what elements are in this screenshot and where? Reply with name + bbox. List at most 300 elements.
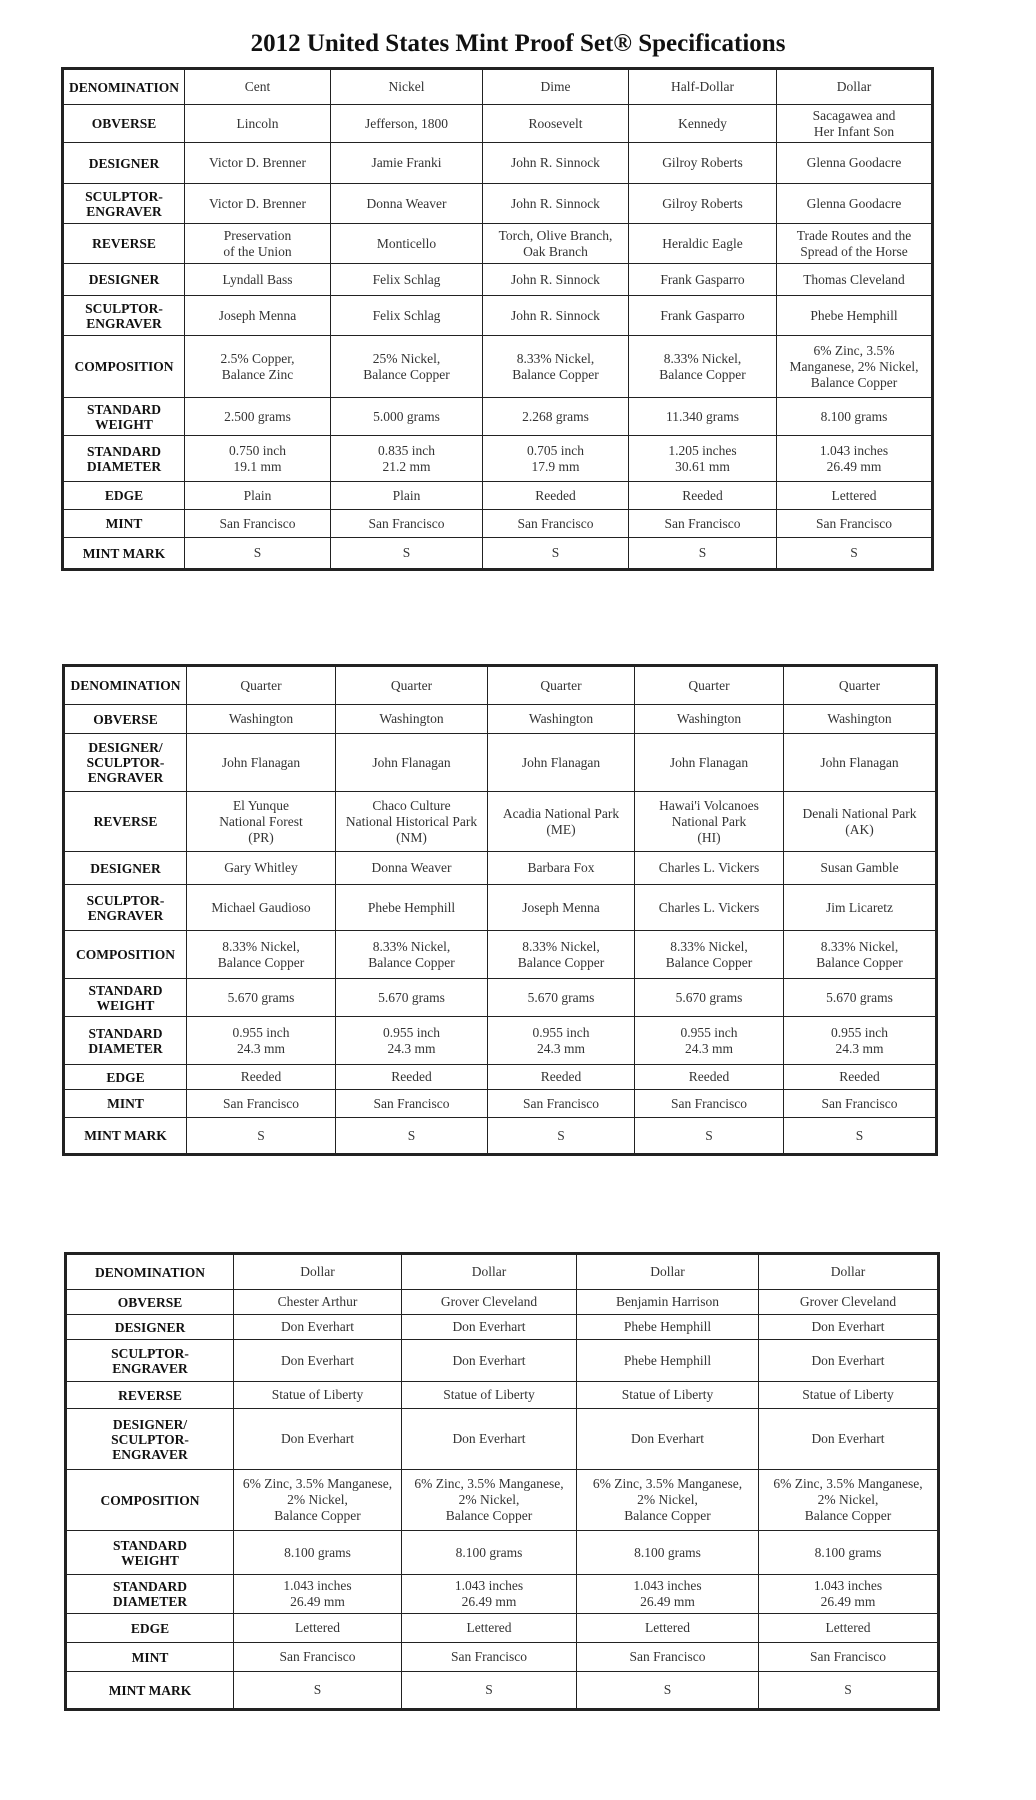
row-label	[63, 482, 185, 510]
table-cell	[635, 734, 784, 792]
row-label-text: STANDARD WEIGHT	[88, 982, 163, 1013]
row-label-text: EDGE	[106, 1069, 145, 1085]
table-row	[64, 885, 937, 931]
table-cell	[488, 1118, 635, 1155]
cell-text: Susan Gamble	[820, 860, 899, 875]
cell-text: Jamie Franki	[371, 155, 442, 170]
cell-text: Washington	[827, 711, 892, 726]
cell-text: San Francisco	[450, 1649, 528, 1664]
table-cell	[777, 69, 933, 105]
cell-text: Phebe Hemphill	[623, 1352, 712, 1368]
table-cell	[488, 705, 635, 734]
cell-text: Reeded	[540, 1069, 582, 1084]
table-cell	[483, 510, 629, 538]
table-cell	[635, 931, 784, 979]
cell-text: Victor D. Brenner	[208, 155, 307, 170]
table-cell	[234, 1531, 402, 1575]
row-label-text: SCULPTOR- ENGRAVER	[86, 892, 165, 923]
table-cell	[331, 224, 483, 264]
table-cell	[488, 1065, 635, 1090]
cell-text: 2.268 grams	[522, 408, 589, 424]
cell-text: San Francisco	[821, 1095, 898, 1111]
cell-text: Jefferson, 1800	[365, 115, 448, 131]
cell-text: 6% Zinc, 3.5% Manganese, 2% Nickel, Balance Copper	[414, 1476, 564, 1523]
row-label	[64, 931, 187, 979]
cell-text: S	[705, 1127, 713, 1143]
row-label	[64, 734, 187, 792]
cell-text: Washington	[379, 711, 444, 726]
table-cell	[331, 184, 483, 224]
table-cell	[331, 264, 483, 296]
table-cell	[759, 1531, 939, 1575]
table-cell	[777, 264, 933, 296]
row-label-text: MINT MARK	[108, 1682, 192, 1698]
row-label-text: DESIGNER	[114, 1319, 186, 1335]
table-cell	[185, 264, 331, 296]
row-label-text: DENOMINATION	[70, 678, 181, 693]
cell-text: 8.33% Nickel, Balance Copper	[368, 938, 455, 970]
table-cell	[759, 1409, 939, 1470]
cell-text: Gary Whitley	[224, 860, 298, 875]
table-cell	[635, 979, 784, 1017]
table-cell	[629, 69, 777, 105]
table-row	[63, 224, 933, 264]
table-row	[63, 482, 933, 510]
cell-text: Don Everhart	[811, 1319, 885, 1334]
cell-text: 1.205 inches 30.61 mm	[668, 442, 737, 474]
table-cell	[336, 885, 488, 931]
row-label-text: MINT	[107, 1096, 144, 1111]
row-label	[63, 510, 185, 538]
table-cell	[336, 979, 488, 1017]
table-cell	[777, 538, 933, 570]
table-row	[66, 1643, 939, 1672]
cell-text: Roosevelt	[528, 115, 583, 131]
table-row	[64, 1065, 937, 1090]
table-cell	[483, 184, 629, 224]
row-label-text: REVERSE	[118, 1387, 182, 1403]
table-cell	[784, 1118, 937, 1155]
table-cell	[635, 852, 784, 885]
table-cell	[759, 1340, 939, 1382]
table-cell	[336, 666, 488, 705]
table-cell	[629, 143, 777, 184]
cell-text: Washington	[676, 711, 742, 726]
table-cell	[187, 852, 336, 885]
cell-text: Lincoln	[236, 115, 279, 131]
cell-text: Benjamin Harrison	[615, 1294, 720, 1309]
table-cell	[784, 1065, 937, 1090]
table-row	[63, 143, 933, 184]
cell-text: Donna Weaver	[366, 195, 447, 211]
page-title: 2012 United States Mint Proof Set® Specifications	[250, 30, 786, 57]
row-label	[64, 1118, 187, 1155]
table-cell	[488, 1090, 635, 1118]
table-cell	[488, 931, 635, 979]
table-cell	[488, 852, 635, 885]
table-row	[63, 510, 933, 538]
row-label	[66, 1382, 234, 1409]
row-label-text: STANDARD DIAMETER	[112, 1579, 188, 1609]
row-label-text: MINT MARK	[84, 1128, 167, 1143]
row-label-text: DESIGNER	[90, 860, 161, 876]
row-label-text: DESIGNER/ SCULPTOR- ENGRAVER	[86, 740, 165, 785]
cell-text: Phebe Hemphill	[623, 1319, 712, 1334]
cell-text: Nickel	[388, 79, 425, 94]
row-label-text: MINT	[131, 1649, 169, 1665]
table-cell	[402, 1575, 577, 1614]
cell-text: 5.670 grams	[227, 989, 295, 1005]
table-cell	[784, 1090, 937, 1118]
cell-text: San Francisco	[368, 515, 445, 531]
cell-text: Reeded	[688, 1069, 730, 1084]
table-row	[66, 1672, 939, 1710]
cell-text: Lettered	[295, 1620, 340, 1635]
row-label-text: DENOMINATION	[68, 79, 179, 95]
cell-text: Michael Gaudioso	[211, 899, 311, 915]
cell-text: Frank Gasparro	[660, 271, 745, 287]
table-cell	[336, 931, 488, 979]
table-cell	[234, 1614, 402, 1643]
cell-text: 6% Zinc, 3.5% Manganese, 2% Nickel, Balance Copper	[789, 342, 919, 390]
table-row	[66, 1470, 939, 1531]
cell-text: John Flanagan	[820, 754, 899, 770]
table-cell	[483, 143, 629, 184]
cell-text: Chester Arthur	[277, 1294, 358, 1309]
table-row	[66, 1531, 939, 1575]
cell-text: Kennedy	[678, 115, 727, 131]
table-cell	[185, 510, 331, 538]
row-label-text: OBVERSE	[93, 711, 158, 727]
row-label-text: STANDARD WEIGHT	[86, 401, 161, 432]
table-cell	[187, 734, 336, 792]
cell-text: Quarter	[390, 677, 433, 693]
table-row	[63, 296, 933, 336]
table-cell	[483, 105, 629, 143]
cell-text: S	[844, 1682, 852, 1697]
cell-text: 8.33% Nickel, Balance Copper	[659, 350, 746, 382]
cell-text: Lettered	[825, 1620, 871, 1635]
row-label	[66, 1409, 234, 1470]
table-cell	[331, 336, 483, 398]
cell-text: Denali National Park (AK)	[802, 805, 917, 837]
table-cell	[759, 1643, 939, 1672]
spec-table-3	[64, 1252, 940, 1711]
cell-text: Quarter	[540, 677, 582, 693]
cell-text: Don Everhart	[280, 1352, 355, 1368]
table-cell	[759, 1470, 939, 1531]
row-label-text: COMPOSITION	[75, 947, 175, 962]
table-cell	[331, 398, 483, 436]
cell-text: Lettered	[645, 1620, 690, 1635]
spec-table-2	[62, 664, 938, 1156]
cell-text: 5.670 grams	[675, 989, 743, 1005]
row-label	[66, 1340, 234, 1382]
cell-text: 0.955 inch 24.3 mm	[532, 1024, 590, 1056]
table-cell	[784, 1017, 937, 1065]
row-label	[66, 1470, 234, 1531]
table-cell	[185, 69, 331, 105]
table-cell	[577, 1290, 759, 1315]
row-label	[63, 143, 185, 184]
table-row	[66, 1382, 939, 1409]
table-cell	[331, 105, 483, 143]
table-cell	[402, 1315, 577, 1340]
table-cell	[185, 296, 331, 336]
row-label	[63, 296, 185, 336]
table-row	[64, 1017, 937, 1065]
cell-text: Phebe Hemphill	[810, 307, 898, 323]
table-cell	[234, 1470, 402, 1531]
cell-text: Felix Schlag	[372, 271, 441, 287]
cell-text: 0.835 inch 21.2 mm	[378, 442, 435, 474]
table-cell	[234, 1382, 402, 1409]
table-cell	[483, 69, 629, 105]
table-row	[66, 1315, 939, 1340]
table-row	[64, 979, 937, 1017]
cell-text: Gilroy Roberts	[662, 155, 743, 170]
table-cell	[784, 792, 937, 852]
cell-text: 25% Nickel, Balance Copper	[363, 350, 450, 382]
table-cell	[234, 1672, 402, 1710]
table-row	[64, 1118, 937, 1155]
row-label	[64, 885, 187, 931]
table-cell	[635, 885, 784, 931]
table-row	[63, 105, 933, 143]
cell-text: Charles L. Vickers	[658, 860, 760, 875]
row-label-text: SCULPTOR- ENGRAVER	[85, 188, 163, 219]
cell-text: Joseph Menna	[522, 899, 600, 915]
cell-text: San Francisco	[279, 1649, 356, 1664]
row-label	[64, 792, 187, 852]
cell-text: Don Everhart	[811, 1431, 885, 1446]
cell-text: Dollar	[830, 1264, 866, 1279]
cell-text: 1.043 inches 26.49 mm	[633, 1578, 702, 1609]
table-cell	[402, 1672, 577, 1710]
cell-text: Don Everhart	[452, 1319, 526, 1334]
table-cell	[629, 538, 777, 570]
table-cell	[629, 510, 777, 538]
row-label	[63, 264, 185, 296]
cell-text: Reeded	[240, 1069, 282, 1084]
table-cell	[331, 538, 483, 570]
cell-text: Joseph Menna	[218, 307, 297, 323]
cell-text: El Yunque National Forest (PR)	[219, 797, 303, 845]
table-cell	[402, 1614, 577, 1643]
row-label	[63, 105, 185, 143]
table-cell	[234, 1290, 402, 1315]
table-cell	[777, 482, 933, 510]
table-cell	[577, 1470, 759, 1531]
table-cell	[488, 666, 635, 705]
cell-text: Quarter	[838, 677, 881, 693]
table-cell	[784, 885, 937, 931]
table-row	[64, 1090, 937, 1118]
cell-text: Don Everhart	[280, 1319, 355, 1334]
cell-text: Dollar	[471, 1264, 507, 1279]
row-label-text: STANDARD DIAMETER	[86, 443, 162, 474]
table-cell	[187, 666, 336, 705]
table-cell	[483, 436, 629, 482]
cell-text: John R. Sinnock	[511, 195, 600, 211]
table-cell	[483, 224, 629, 264]
cell-text: 5.000 grams	[373, 408, 440, 424]
cell-text: Lettered	[466, 1620, 512, 1635]
cell-text: Victor D. Brenner	[208, 195, 307, 211]
table-cell	[185, 336, 331, 398]
row-label	[66, 1575, 234, 1614]
cell-text: Dime	[540, 79, 571, 94]
table-cell	[759, 1254, 939, 1290]
table-cell	[402, 1531, 577, 1575]
table-cell	[483, 296, 629, 336]
cell-text: Plain	[243, 487, 272, 503]
cell-text: Quarter	[240, 677, 282, 693]
table-cell	[759, 1290, 939, 1315]
cell-text: San Francisco	[815, 515, 893, 531]
table-cell	[577, 1643, 759, 1672]
cell-text: San Francisco	[517, 515, 594, 531]
cell-text: 1.043 inches 26.49 mm	[813, 1578, 883, 1609]
cell-text: 8.33% Nickel, Balance Copper	[816, 938, 903, 970]
cell-text: 8.100 grams	[455, 1544, 523, 1560]
cell-text: S	[663, 1682, 672, 1697]
table-cell	[777, 398, 933, 436]
cell-text: Glenna Goodacre	[806, 155, 902, 170]
cell-text: 1.043 inches 26.49 mm	[819, 442, 889, 474]
table-cell	[185, 482, 331, 510]
cell-text: John Flanagan	[221, 754, 301, 770]
cell-text: Grover Cleveland	[440, 1294, 538, 1309]
row-label	[66, 1614, 234, 1643]
row-label-text: REVERSE	[92, 236, 156, 251]
cell-text: John R. Sinnock	[511, 307, 600, 323]
table-cell	[336, 852, 488, 885]
row-label-text: DENOMINATION	[94, 1264, 205, 1280]
cell-text: 2.5% Copper, Balance Zinc	[220, 350, 295, 382]
table-cell	[635, 1017, 784, 1065]
table-cell	[577, 1531, 759, 1575]
table-cell	[629, 264, 777, 296]
table-cell	[331, 296, 483, 336]
row-label	[63, 436, 185, 482]
cell-text: Reeded	[535, 487, 576, 503]
cell-text: Hawai'i Volcanoes National Park (HI)	[659, 797, 759, 845]
table-cell	[234, 1575, 402, 1614]
row-label-text: REVERSE	[93, 814, 158, 829]
cell-text: 11.340 grams	[666, 408, 739, 424]
table-cell	[759, 1315, 939, 1340]
table-cell	[402, 1290, 577, 1315]
table-cell	[402, 1643, 577, 1672]
table-cell	[784, 734, 937, 792]
table-cell	[629, 296, 777, 336]
row-label-text: STANDARD WEIGHT	[112, 1537, 187, 1568]
cell-text: 8.100 grams	[814, 1544, 882, 1560]
table-row	[66, 1290, 939, 1315]
row-label	[63, 336, 185, 398]
table-cell	[187, 792, 336, 852]
cell-text: Washington	[228, 711, 294, 726]
cell-text: 0.955 inch 24.3 mm	[232, 1024, 290, 1056]
table-cell	[784, 931, 937, 979]
cell-text: 8.100 grams	[634, 1544, 701, 1560]
row-label	[66, 1643, 234, 1672]
table-row	[64, 792, 937, 852]
table-cell	[488, 1017, 635, 1065]
table-cell	[629, 105, 777, 143]
row-label	[66, 1290, 234, 1315]
cell-text: 8.100 grams	[284, 1544, 351, 1560]
cell-text: Half-Dollar	[671, 79, 734, 94]
table-cell	[187, 885, 336, 931]
table-row	[66, 1254, 939, 1290]
cell-text: Glenna Goodacre	[806, 195, 902, 211]
row-label	[64, 979, 187, 1017]
row-label-text: MINT	[105, 516, 143, 531]
cell-text: San Francisco	[222, 1095, 300, 1111]
cell-text: Don Everhart	[630, 1431, 705, 1446]
cell-text: Don Everhart	[811, 1352, 885, 1368]
table-cell	[336, 734, 488, 792]
row-label-text: DESIGNER	[88, 272, 160, 287]
table-row	[63, 264, 933, 296]
row-label	[64, 705, 187, 734]
cell-text: Cent	[244, 79, 271, 94]
table-cell	[488, 792, 635, 852]
table-cell	[331, 143, 483, 184]
cell-text: Statue of Liberty	[443, 1387, 535, 1402]
table-cell	[784, 705, 937, 734]
table-cell	[635, 1118, 784, 1155]
table-cell	[577, 1409, 759, 1470]
cell-text: Don Everhart	[452, 1352, 526, 1368]
row-label-text: EDGE	[104, 488, 144, 503]
table-cell	[759, 1614, 939, 1643]
table-cell	[483, 482, 629, 510]
cell-text: S	[257, 1127, 265, 1143]
table-cell	[336, 705, 488, 734]
cell-text: Statue of Liberty	[621, 1387, 714, 1402]
table-row	[66, 1340, 939, 1382]
spec-table-1	[61, 67, 934, 571]
row-label	[64, 852, 187, 885]
cell-text: 0.705 inch 17.9 mm	[527, 442, 584, 474]
table-cell	[759, 1382, 939, 1409]
row-label-text: STANDARD DIAMETER	[88, 1025, 163, 1056]
cell-text: John Flanagan	[669, 754, 749, 770]
table-cell	[331, 69, 483, 105]
cell-text: S	[557, 1127, 565, 1143]
table-cell	[577, 1575, 759, 1614]
cell-text: 0.955 inch 24.3 mm	[831, 1024, 888, 1056]
table-cell	[577, 1340, 759, 1382]
cell-text: 5.670 grams	[527, 989, 595, 1005]
table-cell	[777, 296, 933, 336]
table-cell	[483, 538, 629, 570]
table-cell	[759, 1575, 939, 1614]
cell-text: Plain	[392, 487, 421, 503]
cell-text: Jim Licaretz	[825, 899, 894, 915]
cell-text: 1.043 inches 26.49 mm	[283, 1578, 352, 1609]
table-cell	[483, 264, 629, 296]
cell-text: 8.33% Nickel, Balance Copper	[512, 350, 599, 382]
cell-text: 8.33% Nickel, Balance Copper	[217, 938, 305, 970]
cell-text: Chaco Culture National Historical Park (NM)	[345, 797, 478, 845]
table-cell	[784, 852, 937, 885]
cell-text: S	[313, 1682, 322, 1697]
table-row	[63, 336, 933, 398]
